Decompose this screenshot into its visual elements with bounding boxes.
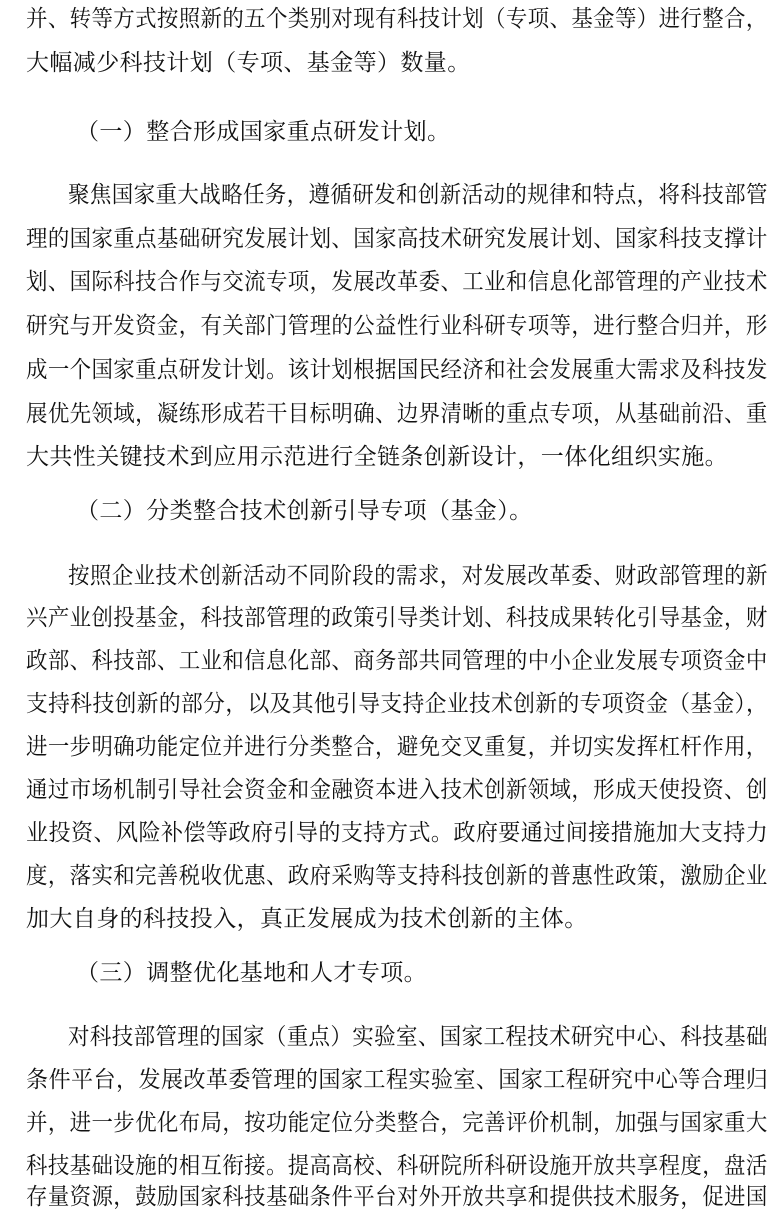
paragraph-line: 条件平台，发展改革委管理的国家工程实验室、国家工程研究中心等合理归: [26, 1067, 769, 1093]
paragraph-line: 加大自身的科技投入，真正发展成为技术创新的主体。: [26, 906, 588, 932]
paragraph-line: 展优先领域，凝练形成若干目标明确、边界清晰的重点专项，从基础前沿、重: [26, 401, 768, 427]
paragraph-line: 存量资源，鼓励国家科技基础条件平台对外开放共享和提供技术服务，促进国: [26, 1184, 768, 1210]
paragraph-line: 大共性关键技术到应用示范进行全链条创新设计，一体化组织实施。: [26, 444, 728, 470]
section-heading: （三）调整优化基地和人才专项。: [76, 960, 427, 986]
paragraph-line: 研究与开发资金，有关部门管理的公益性行业科研专项等，进行整合归并，形: [26, 313, 768, 339]
paragraph-line: 按照企业技术创新活动不同阶段的需求，对发展改革委、财政部管理的新: [68, 563, 768, 589]
paragraph-line: 科技基础设施的相互衔接。提高高校、科研院所科研设施开放共享程度，盘活: [26, 1153, 768, 1179]
paragraph-line: 并、转等方式按照新的五个类别对现有科技计划（专项、基金等）进行整合，: [26, 6, 768, 32]
paragraph-line: 业投资、风险补偿等政府引导的支持方式。政府要通过间接措施加大支持力: [26, 820, 769, 846]
paragraph-line: 对科技部管理的国家（重点）实验室、国家工程技术研究中心、科技基础: [68, 1024, 768, 1050]
section-heading: （一）整合形成国家重点研发计划。: [76, 119, 451, 145]
paragraph-line: 进一步明确功能定位并进行分类整合，避免交叉重复，并切实发挥杠杆作用，: [26, 734, 768, 760]
paragraph-line: 理的国家重点基础研究发展计划、国家高技术研究发展计划、国家科技支撑计: [26, 226, 768, 252]
paragraph-line: 政部、科技部、工业和信息化部、商务部共同管理的中小企业发展专项资金中: [26, 648, 768, 674]
paragraph-line: 支持科技创新的部分，以及其他引导支持企业技术创新的专项资金（基金），: [26, 691, 769, 717]
paragraph-line: 成一个国家重点研发计划。该计划根据国民经济和社会发展重大需求及科技发: [26, 357, 768, 383]
paragraph-line: 并，进一步优化布局，按功能定位分类整合，完善评价机制，加强与国家重大: [26, 1110, 768, 1136]
paragraph-line: 兴产业创投基金，科技部管理的政策引导类计划、科技成果转化引导基金，财: [26, 605, 768, 631]
paragraph-line: 划、国际科技合作与交流专项，发展改革委、工业和信息化部管理的产业技术: [26, 269, 768, 295]
paragraph-line: 度，落实和完善税收优惠、政府采购等支持科技创新的普惠性政策，激励企业: [26, 863, 768, 889]
paragraph-line: 聚焦国家重大战略任务，遵循研发和创新活动的规律和特点，将科技部管: [68, 182, 768, 208]
section-heading: （二）分类整合技术创新引导专项（基金）。: [76, 498, 533, 524]
paragraph-line: 通过市场机制引导社会资金和金融资本进入技术创新领域，形成天使投资、创: [26, 777, 768, 803]
paragraph-line: 大幅减少科技计划（专项、基金等）数量。: [26, 50, 471, 76]
